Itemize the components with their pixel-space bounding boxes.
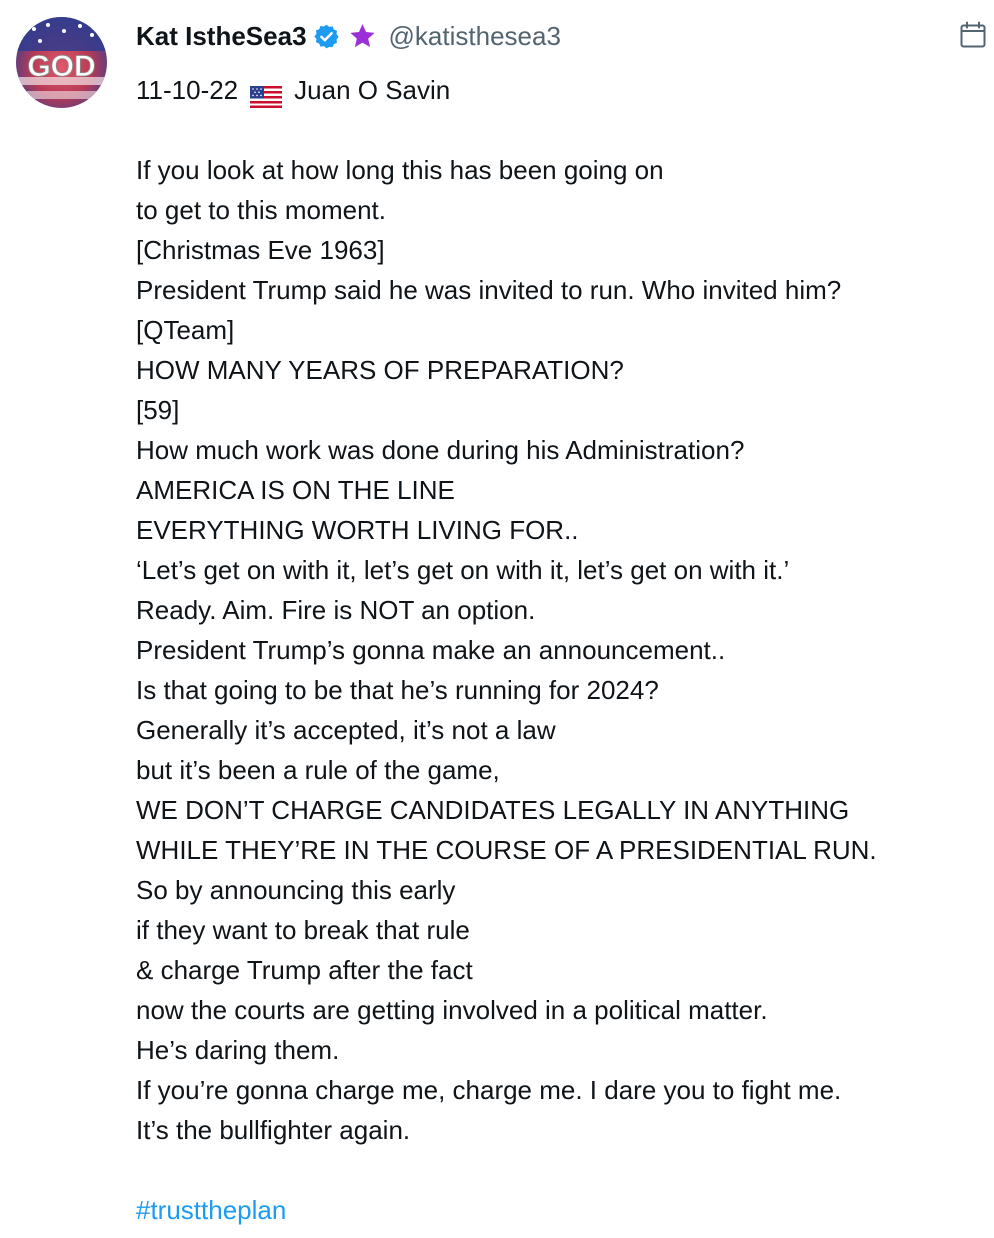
post-line: but it’s been a rule of the game, [136, 755, 500, 785]
post-line: President Trump said he was invited to run. Who invited him? [136, 275, 842, 305]
avatar[interactable] [16, 17, 107, 108]
avatar-image [16, 17, 107, 108]
post-lines [136, 150, 976, 1150]
post-line: [59] [136, 395, 180, 425]
post-line: Generally it’s accepted, it’s not a law [136, 715, 556, 745]
hashtag-link[interactable]: #trusttheplan [136, 1195, 287, 1225]
us-flag-icon [250, 79, 282, 101]
post-dateline [136, 70, 976, 110]
post-line: Ready. Aim. Fire is NOT an option. [136, 595, 536, 625]
calendar-icon[interactable] [959, 21, 987, 49]
post-line: to get to this moment. [136, 195, 387, 225]
blank-line [136, 1150, 976, 1190]
post-line: [QTeam] [136, 315, 235, 345]
post-line: President Trump’s gonna make an announcement.. [136, 635, 726, 665]
post-line: EVERYTHING WORTH LIVING FOR.. [136, 515, 579, 545]
post-date: 11-10-22 [136, 75, 239, 105]
post-line: now the courts are getting involved in a political matter. [136, 995, 768, 1025]
post-line: if they want to break that rule [136, 915, 470, 945]
hashtag-line [136, 1190, 976, 1230]
post-speaker: Juan O Savin [294, 75, 451, 105]
post-line: So by announcing this early [136, 875, 456, 905]
post-line: How much work was done during his Administration? [136, 435, 745, 465]
post-line: HOW MANY YEARS OF PREPARATION? [136, 355, 624, 385]
post-line: WE DON’T CHARGE CANDIDATES LEGALLY IN ANYTHING [136, 795, 850, 825]
display-name[interactable]: Kat IstheSea3 [136, 20, 307, 51]
purple-star-icon [348, 22, 377, 51]
blank-line [136, 110, 976, 150]
post-line: If you’re gonna charge me, charge me. I dare you to fight me. [136, 1075, 842, 1105]
post-line: WHILE THEY’RE IN THE COURSE OF A PRESIDENTIAL RUN. [136, 835, 877, 865]
post-line: [Christmas Eve 1963] [136, 235, 385, 265]
post-line: & charge Trump after the fact [136, 955, 473, 985]
post-line: ‘Let’s get on with it, let’s get on with it, let’s get on with it.’ [136, 555, 790, 585]
post-line: If you look at how long this has been going on [136, 155, 664, 185]
handle[interactable]: @katisthesea3 [388, 20, 561, 51]
post-line: Is that going to be that he’s running for 2024? [136, 675, 659, 705]
verified-badge-icon [313, 23, 340, 50]
avatar-logo-text: GOD [27, 50, 96, 83]
post-header [136, 18, 561, 54]
post-body [136, 70, 976, 1230]
post-line: It’s the bullfighter again. [136, 1115, 411, 1145]
post-line: AMERICA IS ON THE LINE [136, 475, 455, 505]
post-line: He’s daring them. [136, 1035, 340, 1065]
